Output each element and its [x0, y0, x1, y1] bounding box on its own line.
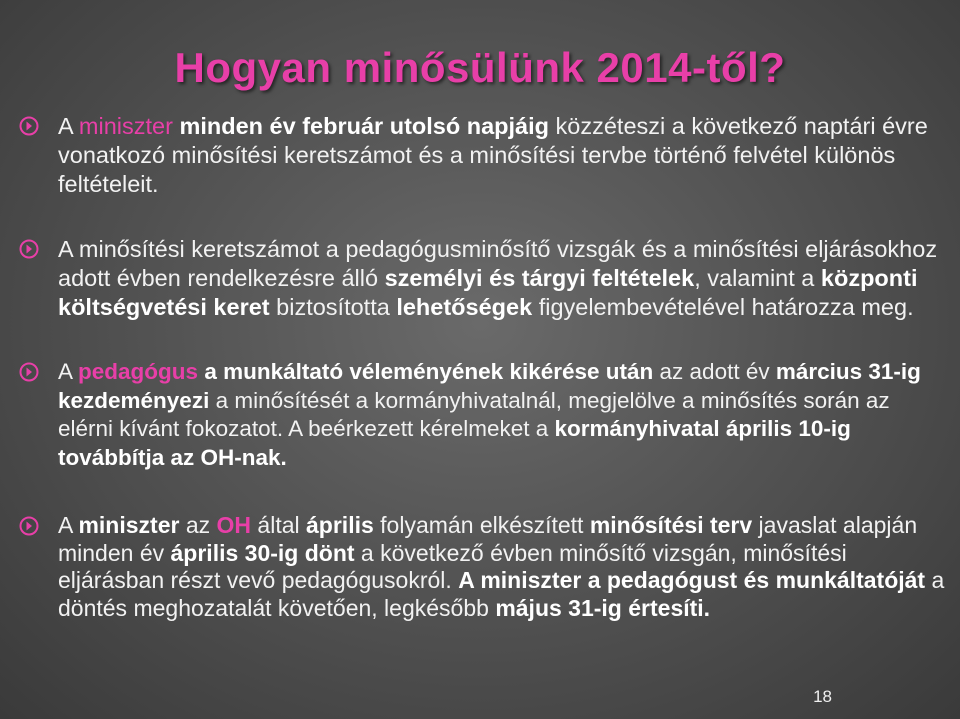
slide-title: Hogyan minősülünk 2014-től? [174, 44, 786, 91]
bullet-text-2: A minősítési keretszámot a pedagógusminősítő vizsgák és a minősítési eljárásokhoz adott évben rendelkezésre álló személyi és tárgyi feltételek, valamint a központi költségvetési keret biztosította lehetőségek figyelembevételével határozza meg. [58, 236, 938, 320]
bullet-item-4 [18, 512, 948, 622]
circle-arrow-bullet-icon [18, 238, 40, 260]
bullet-item-2 [18, 235, 948, 322]
circle-arrow-bullet-icon [18, 361, 40, 383]
bullet-text-3: A pedagógus a munkáltató véleményének kikérése után az adott év március 31-ig kezdeményezi a minősítését a kormányhivatalnál, megjelölve a minősítés során az elérni kívánt fokozatot. A beérkezett kérelmeket a kormányhivatal április 10-ig továbbítja az OH-nak. [58, 359, 921, 470]
bullet-list [18, 112, 948, 658]
bullet-item-3 [18, 358, 948, 472]
page-number: 18 [813, 687, 832, 706]
bullet-text-4: A miniszter az OH által április folyamán elkészített minősítési terv javaslat alapján minden év április 30-ig dönt a következő évben minősítő vizsgán, minősítési eljárásban részt vevő pedagógusokról. A miniszter a pedagógust és munkáltatóját a döntés meghozatalát követően, legkésőbb május 31-ig értesíti. [58, 512, 945, 621]
circle-arrow-bullet-icon [18, 115, 40, 137]
bullet-text-1: A miniszter minden év február utolsó napjáig közzéteszi a következő naptári évre vonatkozó minősítési keretszámot és a minősítési tervbe történő felvétel különös feltételeit. [58, 113, 928, 197]
bullet-item-1 [18, 112, 948, 199]
circle-arrow-bullet-icon [18, 515, 40, 537]
